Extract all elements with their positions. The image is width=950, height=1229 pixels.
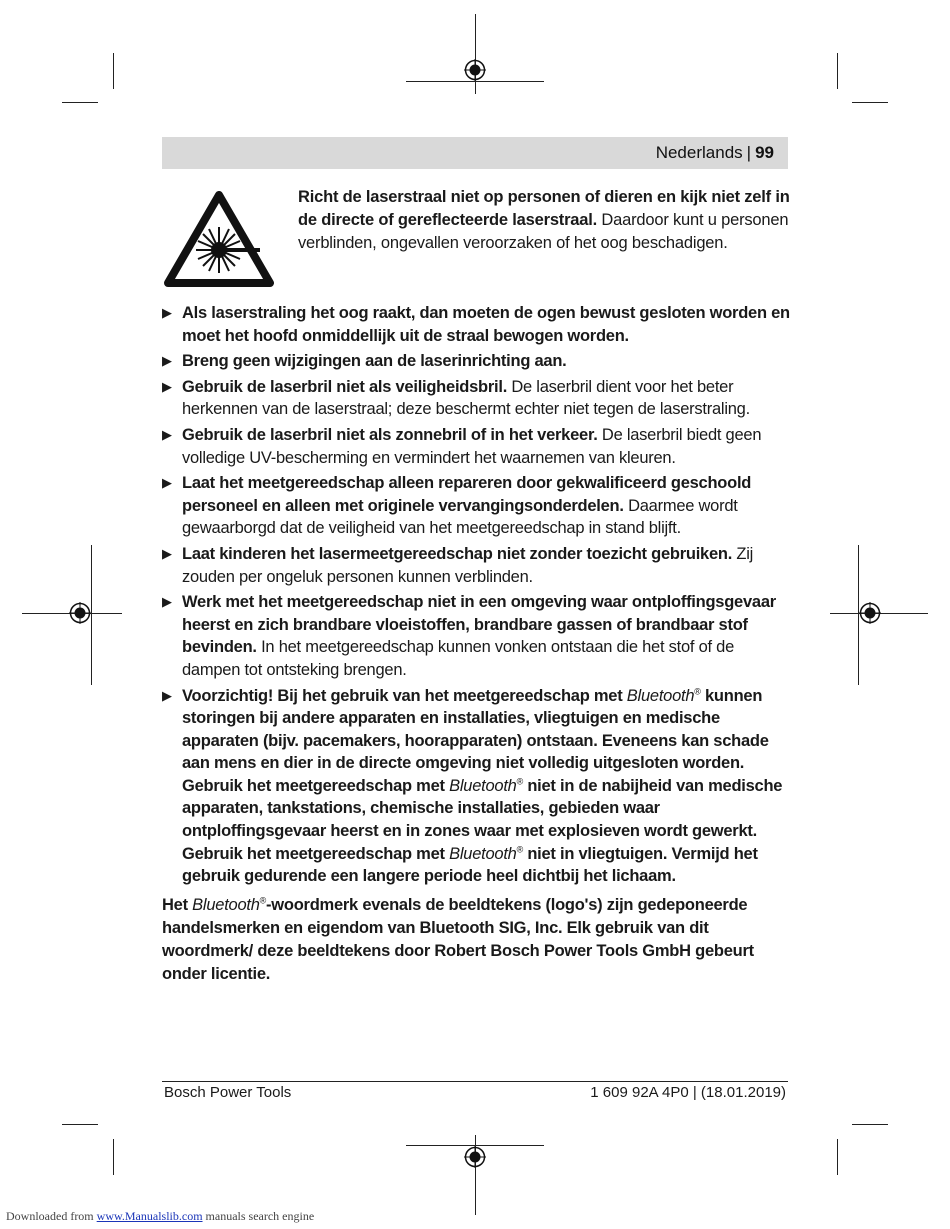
bullet-arrow-icon: ▶ [162,426,172,442]
bullet-normal-text: De laserbril dient voor het beter herkennen van de laserstraal; deze beschermt echter niet tegen de laserstraling. [182,377,750,419]
bullet-arrow-icon: ▶ [162,594,172,610]
registered-mark: ® [516,776,523,787]
bullet-bold-text: Werk met het meetgereedschap niet in een omgeving waar ontploffingsgevaar heerst en zich brandbare vloeistoffen, brandbare gassen of brandbaar stof bevinden. [182,593,776,657]
trademark-text: Het [162,896,193,914]
bullet-bold-text: niet in vliegtuigen. Vermijd het gebruik gedurende een langere periode heel dichtbij het lichaam. [182,844,758,886]
list-item-bluetooth [162,685,790,888]
bullet-bold-text: Breng geen wijzigingen aan de laserinrichting aan. [182,352,567,371]
bullet-arrow-icon: ▶ [162,687,172,703]
registered-mark: ® [259,895,267,906]
bullet-normal-text: De laserbril biedt geen volledige UV-bescherming en vermindert het waarnemen van kleuren. [182,425,762,467]
list-item [162,591,790,681]
list-item [162,472,790,540]
trademark-notice [162,894,790,986]
page-number: 99 [755,143,774,162]
warning-bold-text: Richt de laserstraal niet op personen of dieren en kijk niet zelf in de directe of gereflecteerde laserstraal. [298,188,790,229]
registered-mark: ® [694,686,701,696]
bullet-bold-text: Laat het meetgereedschap alleen repareren door gekwalificeerd geschoold personeel en alleen met originele vervangingsonderdelen. [182,474,752,515]
list-item [162,376,790,421]
laser-warning-text [298,186,790,255]
registration-target-icon [859,602,881,624]
bullet-normal-text: Zij zouden per ongeluk personen kunnen verblinden. [182,544,754,586]
bluetooth-term: Bluetooth [626,686,695,705]
bullet-bold-text: Voorzichtig! Bij het gebruik van het meetgereedschap met [182,686,627,705]
header-language: Nederlands [655,143,743,162]
bullet-bold-text: Gebruik de laserbril niet als veiligheidsbril. [182,377,508,396]
download-source-line [6,1209,314,1223]
header-text [656,143,774,163]
warning-normal-text: Daardoor kunt u personen verblinden, ongevallen veroorzaken of het oog beschadigen. [298,211,789,252]
bullet-arrow-icon: ▶ [162,475,172,491]
bullet-arrow-icon: ▶ [162,378,172,394]
bullet-arrow-icon: ▶ [162,545,172,561]
bluetooth-term: Bluetooth [449,776,517,795]
manualslib-link[interactable]: www.Manualslib.com [96,1209,203,1223]
safety-bullet-list [162,302,790,891]
bullet-bold-text: Als laserstraling het oog raakt, dan moeten de ogen bewust gesloten worden en moet het hoofd onmiddellijk uit de straal bewogen worden. [182,304,790,345]
header-separator: | [746,143,752,162]
list-item [162,543,790,588]
bullet-arrow-icon: ▶ [162,305,172,320]
registration-target-icon [69,602,91,624]
bullet-bold-text: kunnen storingen bij andere apparaten en installaties, vliegtuigen en medische apparaten (bijv. pacemakers, hoorapparaten) ontstaan. Eveneens kan schade aan mens en dier in de directe omgeving niet volledig uitgesloten worden. Gebruik het meetgereedschap met [182,686,769,795]
laser-warning-icon [164,191,274,287]
bluetooth-term: Bluetooth [192,896,260,914]
list-item [162,302,790,347]
bullet-normal-text: In het meetgereedschap kunnen vonken ontstaan die het stof of de dampen tot ontsteking brengen. [182,638,735,679]
footer-document-number: 1 609 92A 4P0 | (18.01.2019) [590,1084,786,1101]
bullet-arrow-icon: ▶ [162,353,172,369]
download-suffix: manuals search engine [202,1209,315,1223]
trademark-text: -woordmerk evenals de beeldtekens (logo's) zijn gedeponeerde handelsmerken en eigendom van Bluetooth SIG, Inc. Elk gebruik van dit woordmerk/ deze beeldtekens door Robert Bosch Power Tools GmbH gebeurt onder licentie. [162,896,754,983]
footer-divider [162,1081,788,1082]
registered-mark: ® [516,844,523,855]
registration-target-icon [464,59,486,81]
page-header [162,137,788,169]
bullet-normal-text: Daarmee wordt gewaarborgd dat de veiligheid van het meetgereedschap in stand blijft. [182,496,738,538]
bullet-bold-text: Gebruik de laserbril niet als zonnebril of in het verkeer. [182,425,598,444]
registration-target-icon [464,1146,486,1168]
list-item [162,424,790,469]
footer-publisher: Bosch Power Tools [164,1084,292,1101]
download-prefix: Downloaded from [6,1209,97,1223]
list-item [162,350,790,373]
bullet-bold-text: niet in de nabijheid van medische apparaten, tankstations, chemische installaties, gebieden waar ontploffingsgevaar heerst en in zones waar met explosieven wordt gewerkt. Gebruik het meetgereedschap met [182,776,783,863]
bluetooth-term: Bluetooth [449,844,517,863]
bullet-bold-text: Laat kinderen het lasermeetgereedschap niet zonder toezicht gebruiken. [182,544,733,563]
